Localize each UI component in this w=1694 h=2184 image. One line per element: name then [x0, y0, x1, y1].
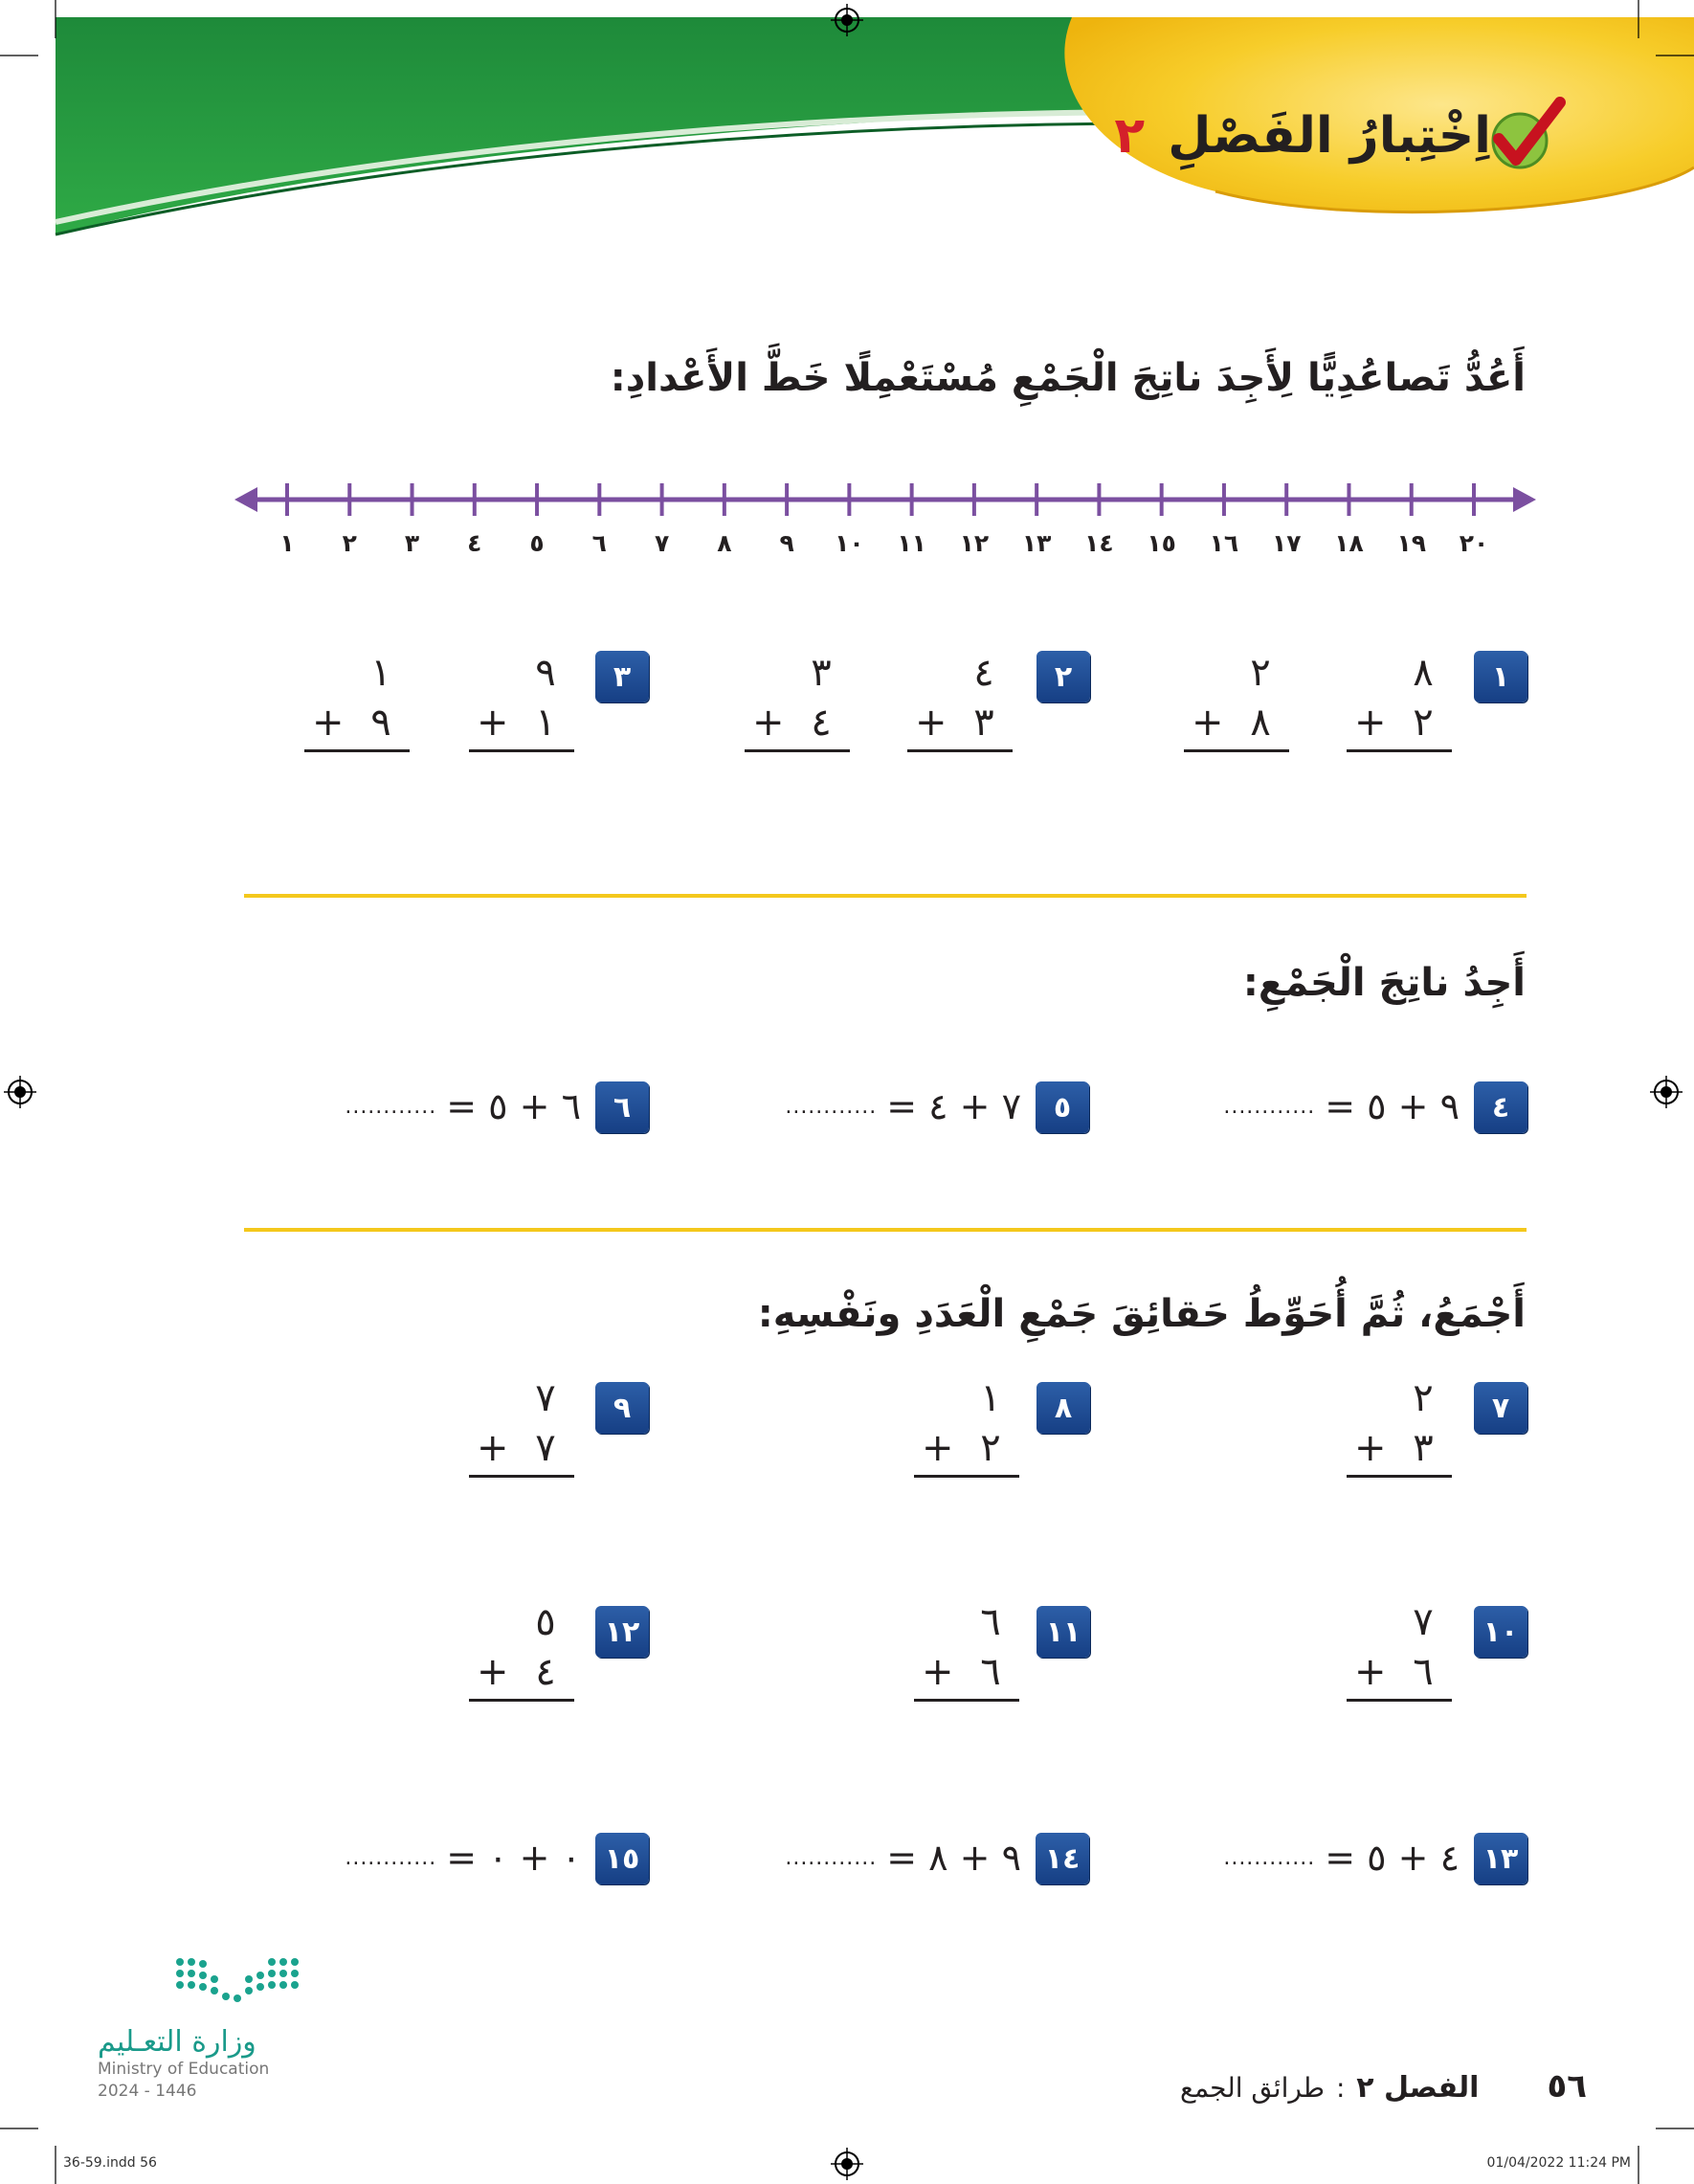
addend-bottom: ٦	[980, 1650, 1001, 1694]
addend-bottom: ٩	[370, 701, 391, 745]
addend-bottom: ٣	[1413, 1426, 1434, 1470]
plus-sign: +	[477, 701, 509, 745]
page-number: ٥٦	[1547, 2067, 1587, 2106]
addend-bottom: ٦	[1413, 1650, 1434, 1694]
number-line-label: ٨	[717, 529, 732, 557]
addend-top: ٩	[535, 651, 556, 695]
problem-badge-7: ٧	[1474, 1382, 1527, 1434]
addend-top: ٧	[535, 1376, 556, 1420]
problem-badge-11: ١١	[1036, 1606, 1090, 1658]
addend-bottom: ٢	[1413, 701, 1434, 745]
number-line-label: ١٥	[1147, 529, 1176, 557]
number-line-label: ١٢	[959, 529, 990, 557]
plus-sign: +	[1192, 701, 1224, 745]
number-line-label: ١٤	[1084, 529, 1114, 557]
number-line-label: ١٦	[1209, 529, 1239, 557]
addend-top: ٦	[980, 1600, 1001, 1644]
addend-top: ٤	[973, 651, 994, 695]
problem-badge-1: ١	[1474, 651, 1527, 702]
equation-expression: ٠ + ٠ =	[446, 1837, 581, 1879]
equation-expression: ٤ + ٥ =	[1325, 1837, 1460, 1879]
number-line-label: ١١	[897, 529, 926, 557]
addend-bottom: ٣	[973, 701, 994, 745]
problem-badge-5: ٥	[1036, 1081, 1089, 1133]
equation-expression: ٩ + ٥ =	[1325, 1085, 1460, 1127]
addend-top: ٥	[535, 1600, 556, 1644]
answer-blank[interactable]: ............	[785, 1094, 878, 1119]
problem-badge-13: ١٣	[1474, 1833, 1527, 1884]
addend-top: ٧	[1413, 1600, 1434, 1644]
slug-date: 01/04/2022 11:24 PM	[1486, 2155, 1631, 2171]
problem-badge-2: ٢	[1036, 651, 1090, 702]
section3-instruction: أَجْمَعُ، ثُمَّ أُحَوِّطُ حَقائِقَ جَمْعِ الْعَدَدِ ونَفْسِهِ:	[757, 1292, 1526, 1336]
addend-top: ٣	[811, 651, 832, 695]
plus-sign: +	[922, 1650, 954, 1694]
number-line-label: ٧	[654, 529, 670, 557]
answer-blank[interactable]: ............	[345, 1094, 437, 1119]
number-line-label: ١٠	[835, 529, 864, 557]
slug-filename: 36-59.indd 56	[63, 2155, 157, 2171]
plus-sign: +	[312, 701, 345, 745]
section1-instruction: أَعُدُّ تَصاعُدِيًّا لِأَجِدَ ناتِجَ الْجَمْعِ مُسْتَعْمِلًا خَطَّ الأَعْدادِ:	[610, 356, 1526, 400]
ministry-year: 2024 - 1446	[98, 2082, 197, 2101]
problem-badge-8: ٨	[1036, 1382, 1090, 1434]
plus-sign: +	[1354, 701, 1387, 745]
answer-blank[interactable]: ............	[1223, 1845, 1316, 1870]
chapter-title: طرائق الجمع	[1180, 2072, 1326, 2104]
answer-blank[interactable]: ............	[1223, 1094, 1316, 1119]
section2-instruction: أَجِدُ ناتِجَ الْجَمْعِ:	[1242, 961, 1526, 1005]
number-line-label: ١٩	[1396, 529, 1426, 557]
addend-top: ٨	[1413, 651, 1434, 695]
number-line-label: ٣	[404, 529, 420, 557]
addend-bottom: ٤	[811, 701, 832, 745]
equation-expression: ٧ + ٤ =	[886, 1085, 1021, 1127]
answer-blank[interactable]: ............	[345, 1845, 437, 1870]
plus-sign: +	[477, 1650, 509, 1694]
problem-badge-14: ١٤	[1036, 1833, 1089, 1884]
ministry-name-en: Ministry of Education	[98, 2060, 270, 2079]
addend-top: ٢	[1250, 651, 1271, 695]
problem-badge-3: ٣	[595, 651, 649, 702]
number-line-label: ٦	[591, 529, 607, 557]
plus-sign: +	[922, 1426, 954, 1470]
chapter-number: ٢	[1114, 107, 1146, 165]
addend-bottom: ٧	[535, 1426, 556, 1470]
number-line-label: ١	[279, 529, 295, 557]
plus-sign: +	[477, 1426, 509, 1470]
addend-top: ١	[980, 1376, 1001, 1420]
addend-bottom: ١	[535, 701, 556, 745]
chapter-label: الفصل ٢	[1356, 2071, 1480, 2105]
problem-badge-15: ١٥	[595, 1833, 649, 1884]
addend-bottom: ٨	[1250, 701, 1271, 745]
number-line-label: ٤	[467, 529, 482, 557]
number-line-label: ٥	[529, 529, 545, 557]
number-line-label: ٢	[342, 529, 357, 557]
problem-badge-4: ٤	[1474, 1081, 1527, 1133]
problem-badge-6: ٦	[595, 1081, 649, 1133]
problem-badge-9: ٩	[595, 1382, 649, 1434]
number-line-label: ٢٠	[1459, 529, 1489, 557]
number-line-label: ٩	[779, 529, 794, 557]
answer-blank[interactable]: ............	[785, 1845, 878, 1870]
ministry-name-ar: وزارة التعـليم	[98, 2025, 256, 2059]
addend-bottom: ٢	[980, 1426, 1001, 1470]
addend-top: ١	[370, 651, 391, 695]
plus-sign: +	[915, 701, 947, 745]
problem-badge-12: ١٢	[595, 1606, 649, 1658]
plus-sign: +	[752, 701, 785, 745]
equation-expression: ٩ + ٨ =	[886, 1837, 1021, 1879]
plus-sign: +	[1354, 1650, 1387, 1694]
plus-sign: +	[1354, 1426, 1387, 1470]
equation-expression: ٦ + ٥ =	[446, 1085, 581, 1127]
number-line-label: ١٨	[1334, 529, 1364, 557]
number-line-label: ١٧	[1271, 529, 1302, 557]
chapter-separator: :	[1335, 2072, 1346, 2104]
title-text: اِخْتِبارُ الفَصْلِ	[1168, 107, 1491, 165]
problem-badge-10: ١٠	[1474, 1606, 1527, 1658]
addend-bottom: ٤	[535, 1650, 556, 1694]
number-line-label: ١٣	[1021, 529, 1052, 557]
addend-top: ٢	[1413, 1376, 1434, 1420]
